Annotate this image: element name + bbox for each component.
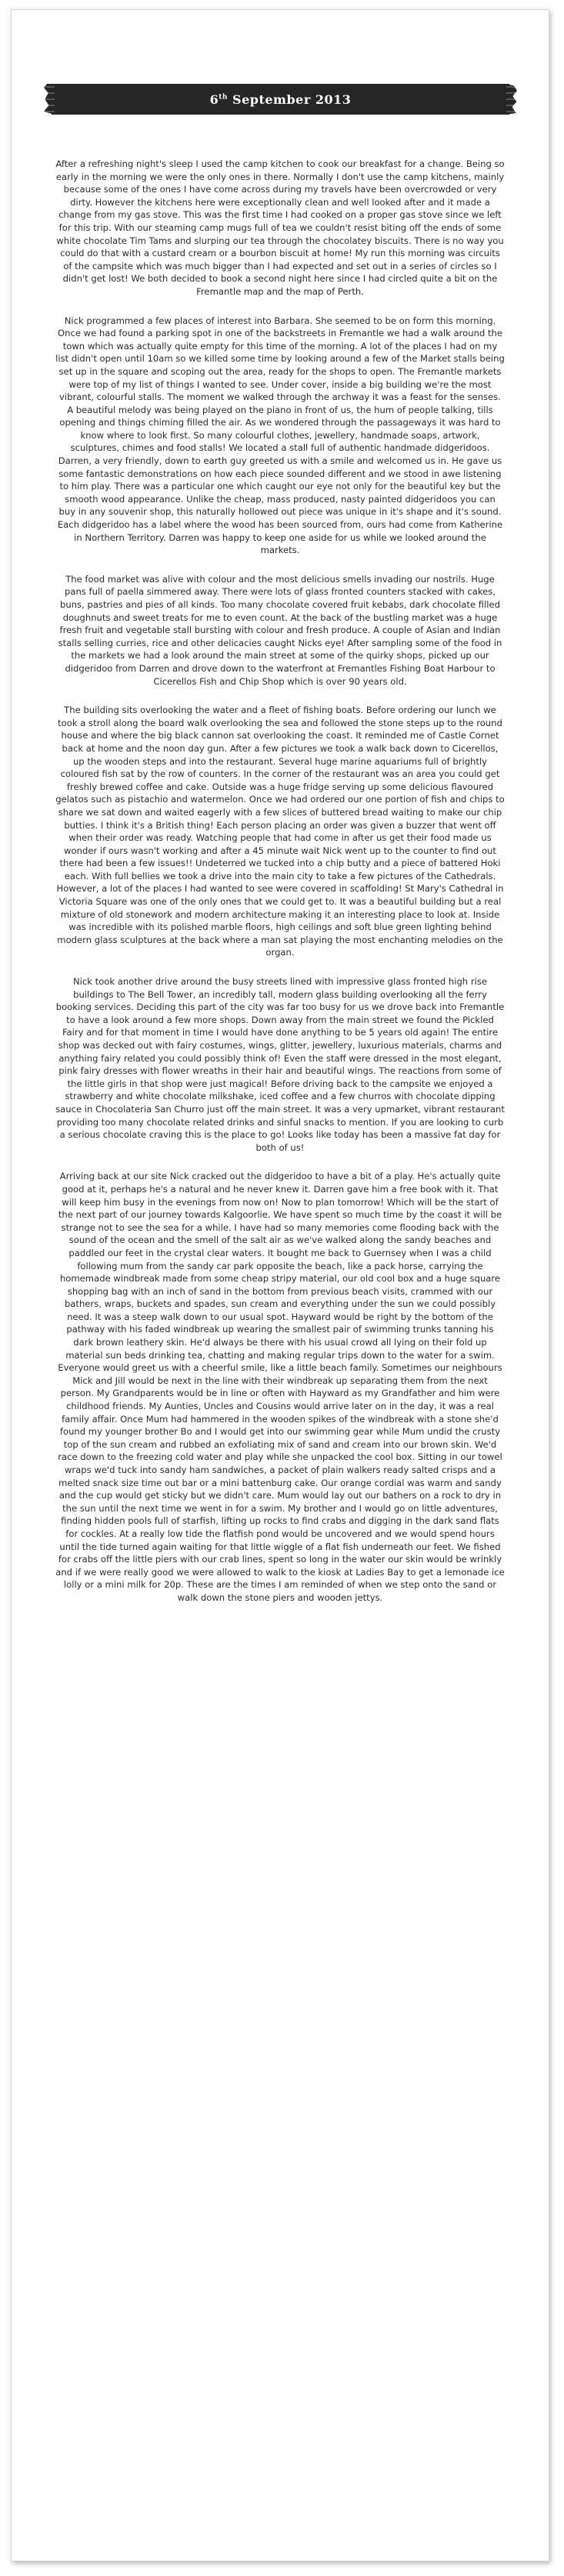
journal-body [55, 158, 505, 1621]
paragraph: Nick took another drive around the busy streets lined with impressive glass fronted high rise buildings to The Bell Tower, an incredibly tall, modern glass building overlooking all the ferry booking services. Deciding this part of the city was far too busy for us we drove back into Fremantle to have a look around a few more shops. Down away from the main street we found the Pickled Fairy and for that moment in time I would have done anything to be 5 years old again! The entire shop was decked out with fairy costumes, wings, glitter, jewellery, luxurious materials, charms and anything fairy related you could possibly think of! Even the staff were dressed in the most elegant, pink fairy dresses with flower wreaths in their hair and beautiful wings. The reactions from some of the little girls in that shop were just magical! Before driving back to the campsite we enjoyed a strawberry and white chocolate milkshake, iced coffee and a few churros with chocolate dipping sauce in Chocolateria San Churro just off the main street. It was a very upmarket, vibrant restaurant providing too many chocolate related drinks and sinful snacks to mention. If you are looking to curb a serious chocolate craving this is the place to go! Looks like today has been a massive fat day for both of us! [55, 976, 505, 1153]
date-banner [52, 84, 509, 115]
journal-page [11, 9, 549, 2561]
paragraph: After a refreshing night's sleep I used the camp kitchen to cook our breakfast for a change. Being so early in the morning we were the only ones in there. Normally I don't use the camp kitchens, mainly because some of the ones I have come across during my travels have been overcrowded or very dirty. However the kitchens here were exceptionally clean and well looked after and it made a change from my gas stove. This was the first time I had cooked on a proper gas stove since we left for this trip. With our steaming camp mugs full of tea we couldn't resist biting off the ends of some white chocolate Tim Tams and slurping our tea through the chocolatey biscuits. There is no way you could do that with a custard cream or a bourbon biscuit at home! My run this morning was circuits of the campsite which was much bigger than I had expected and set out in a series of circles so I didn't get lost! We both decided to book a second night here since I had circled quite a bit on the Fremantle map and the map of Perth. [55, 158, 505, 297]
date-day: 6 [209, 92, 219, 107]
date-suffix: th [219, 93, 228, 102]
paragraph: The food market was alive with colour and the most delicious smells invading our nostrils. Huge pans full of paella simmered away. There were lots of glass fronted counters stacked with cakes, buns, pastries and pies of all kinds. Too many chocolate covered fruit kebabs, dark chocolate filled doughnuts and sweet treats for me to even count. At the back of the bustling market was a huge fresh fruit and vegetable stall bursting with colour and fresh produce. A couple of Asian and Indian stalls selling curries, rice and other delicacies caught Nicks eye! After sampling some of the food in the markets we had a look around the main street at some of the quirky shops, picked up our didgeridoo from Darren and drove down to the waterfront at Fremantles Fishing Boat Harbour to Cicerellos Fish and Chip Shop which is over 90 years old. [58, 573, 502, 687]
date-month-year: September 2013 [227, 92, 352, 107]
paragraph: The building sits overlooking the water and a fleet of fishing boats. Before ordering our lunch we took a stroll along the board walk overlooking the sea and followed the stone steps up to the round house and where the big black cannon sat overlooking the coast. It reminded me of Castle Cornet back at home and the noon day gun. After a few pictures we took a walk back down to Cicerellos, up the wooden steps and into the restaurant. Several huge marine aquariums full of brightly coloured fish sat by the row of counters. In the corner of the restaurant was an area you could get freshly brewed coffee and cake. Outside was a huge fridge serving up some delicious flavoured gelatos such as pistachio and watermelon. Once we had ordered our one portion of fish and chips to share we sat down and waited eagerly with a few slices of buttered bread waiting to make our chip butties. I think it's a British thing! Each person placing an order was given a buzzer that went off when their order was ready. Watching people that had come in after us get their food made us wonder if ours wasn't working and after a 45 minute wait Nick went up to the counter to find out there had been a few issues!! Undeterred we tucked into a chip butty and a piece of battered Hoki each. With full bellies we took a drive into the main city to take a few pictures of the Cathedrals. However, a lot of the places I had wanted to see were covered in scaffolding! St Mary's Cathedral in Victoria Square was one of the only ones that we could get to. It was a beautiful building but a real mixture of old stonework and modern architecture making it an interesting place to look at. Inside was incredible with its polished marble floors, high ceilings and soft blue green lighting behind modern glass sculptures at the back where a man sat playing the most enchanting melodies on the organ. [55, 705, 505, 958]
paragraph: Arriving back at our site Nick cracked out the didgeridoo to have a bit of a play. He's actually quite good at it, perhaps he's a natural and he never knew it. Darren gave him a free book with it. That will keep him busy in the evenings from now on! Now to plan tomorrow! Which will be the start of the next part of our journey towards Kalgoorlie. We have spent so much time by the coast it will be strange not to see the sea for a while. I have had so many memories come flooding back with the sound of the ocean and the smell of the salt air as we've walked along the sandy beaches and paddled our feet in the crystal clear waters. It bought me back to Guernsey when I was a child following mum from the sandy car park opposite the beach, like a pack horse, carrying the homemade windbreak made from some cheap stripy material, our old cool box and a huge square shopping bag with an inch of sand in the bottom from previous beach visits, crammed with our bathers, wraps, buckets and spades, sun cream and everything under the sun we could possibly need. It was a steep walk down to our usual spot. Hayward would be right by the bottom of the pathway with his faded windbreak up wearing the smallest pair of swimming trunks tanning his dark brown leathery skin. He'd always be there with his usual crowd all lying on their fold up material sun beds drinking tea, chatting and making regular trips down to the water for a swim. Everyone would greet us with a cheerful smile, like a little beach family. Sometimes our neighbours Mick and Jill would be next in the line with their windbreak up separating them from the next person. My Grandparents would be in line or often with Hayward as my Grandfather and him were childhood friends. My Aunties, Uncles and Cousins would arrive later on in the day, it was a real family affair. Once Mum had hammered in the wooden spikes of the windbreak with a stone she'd found my younger brother Bo and I would get into our swimming gear while Mum undid the crusty top of the sun cream and rubbed an exfoliating mix of sand and cream into our brown skin. We'd race down to the freezing cold water and play while she unpacked the cool box. Sitting in our towel wraps we'd tuck into sandy ham sandwiches, a packet of plain walkers ready salted crisps and a melted snack size time out bar or a mini battenburg cake. Our orange cordial was warm and sandy and the cup would get sticky but we didn't care. Mum would lay out our bathers on a rock to dry in the sun until the next time we went in for a swim. My brother and I would go on little adventures, finding hidden pools full of starfish, lifting up rocks to find crabs and digging in the dark sand flats for cockles. At a really low tide the flatfish pond would be uncovered and we would spend hours until the tide turned again waiting for that little wiggle of a flat fish underneath our feet. We fished for crabs off the little piers with our crab lines, spent so long in the water our skin would be wrinkly and if we were really good we were allowed to walk to the kiosk at Ladies Bay to get a lemonade ice lolly or a mini milk for 20p. These are the times I am reminded of when we step onto the sand or walk down the stone piers and wooden jettys. [55, 1171, 505, 1603]
paragraph: Nick programmed a few places of interest into Barbara. She seemed to be on form this morning. Once we had found a parking spot in one of the backstreets in Fremantle we had a walk around the town which was actually quite empty for this time of the morning. A lot of the places I had on my list didn't open until 10am so we killed some time by looking around a few of the Market stalls being set up in the square and scoping out the area, ready for the shops to open. The Fremantle markets were top of my list of things I wanted to see. Under cover, inside a big building we're the most vibrant, colourful stalls. The moment we walked through the archway it was a feast for the senses. A beautiful melody was being played on the piano in front of us, the hum of people talking, tills opening and things chiming filled the air. As we wondered through the passageways it was hard to know where to look first. So many colourful clothes, jewellery, handmade soaps, artwork, sculptures, chimes and food stalls! We located a stall full of authentic handmade didgeridoos. Darren, a very friendly, down to earth guy greeted us with a smile and welcomed us in. He gave us some fantastic demonstrations on how each piece sounded different and we stood in awe listening to him play. There was a particular one which caught our eye not only for the beautiful key but the smooth wood appearance. Unlike the cheap, mass produced, nasty painted didgeridoos you can buy in any souvenir shop, this naturally hollowed out piece was unique in it's shape and it's sound. Each didgeridoo has a label where the wood has been sourced from, ours had come from Katherine in Northern Territory. Darren was happy to keep one aside for us while we looked around the markets. [55, 315, 505, 556]
entry-date [210, 92, 352, 107]
